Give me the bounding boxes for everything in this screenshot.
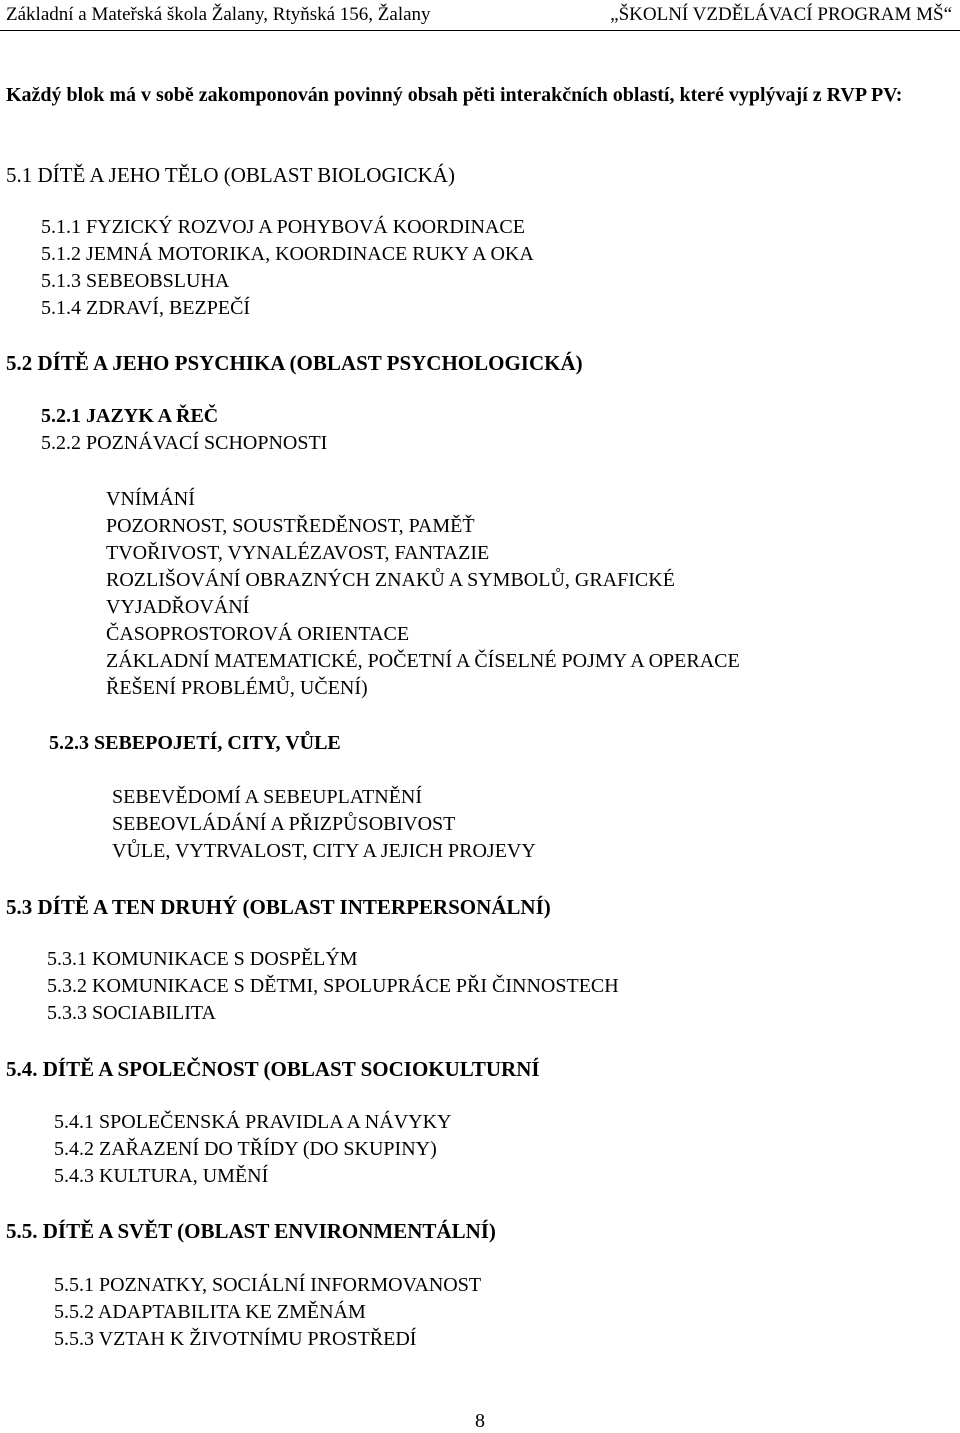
section-5-1-item: 5.1.2 JEMNÁ MOTORIKA, KOORDINACE RUKY A OKA — [41, 243, 534, 265]
section-5-2-1: 5.2.1 JAZYK A ŘEČ — [41, 405, 219, 427]
section-5-3-item: 5.3.1 KOMUNIKACE S DOSPĚLÝM — [47, 948, 358, 970]
header-program-title: „ŠKOLNÍ VZDĚLÁVACÍ PROGRAM MŠ“ — [610, 4, 952, 25]
section-5-3-item: 5.3.2 KOMUNIKACE S DĚTMI, SPOLUPRÁCE PŘI ČINNOSTECH — [47, 975, 619, 997]
section-5-5-title: 5.5. DÍTĚ A SVĚT (OBLAST ENVIRONMENTÁLNÍ) — [6, 1219, 496, 1243]
header-school-name: Základní a Mateřská škola Žalany, Rtyňská 156, Žalany — [6, 4, 431, 25]
self-concept-item: SEBEVĚDOMÍ A SEBEUPLATNĚNÍ — [112, 786, 423, 808]
section-5-5-item: 5.5.1 POZNATKY, SOCIÁLNÍ INFORMOVANOST — [54, 1274, 482, 1296]
section-5-1-title: 5.1 DÍTĚ A JEHO TĚLO (OBLAST BIOLOGICKÁ) — [6, 163, 455, 187]
section-5-3-item: 5.3.3 SOCIABILITA — [47, 1002, 216, 1024]
section-5-4-item: 5.4.3 KULTURA, UMĚNÍ — [54, 1165, 269, 1187]
self-concept-item: SEBEOVLÁDÁNÍ A PŘIZPŮSOBIVOST — [112, 813, 456, 835]
self-concept-item: VŮLE, VYTRVALOST, CITY A JEJICH PROJEVY — [112, 840, 536, 862]
cognitive-skill-item: POZORNOST, SOUSTŘEDĚNOST, PAMĚŤ — [106, 515, 475, 537]
cognitive-skill-item: TVOŘIVOST, VYNALÉZAVOST, FANTAZIE — [106, 542, 490, 564]
section-5-1-item: 5.1.4 ZDRAVÍ, BEZPEČÍ — [41, 297, 251, 319]
section-5-1-item: 5.1.3 SEBEOBSLUHA — [41, 270, 230, 292]
cognitive-skill-item: VYJADŘOVÁNÍ — [106, 596, 250, 618]
intro-paragraph: Každý blok má v sobě zakomponován povinný obsah pěti interakčních oblastí, které vyplývají z RVP PV: — [6, 84, 903, 106]
section-5-4-item: 5.4.2 ZAŘAZENÍ DO TŘÍDY (DO SKUPINY) — [54, 1138, 437, 1160]
cognitive-skill-item: ROZLIŠOVÁNÍ OBRAZNÝCH ZNAKŮ A SYMBOLŮ, GRAFICKÉ — [106, 569, 675, 591]
section-5-2-2: 5.2.2 POZNÁVACÍ SCHOPNOSTI — [41, 432, 328, 454]
section-5-4-title: 5.4. DÍTĚ A SPOLEČNOST (OBLAST SOCIOKULTURNÍ — [6, 1057, 540, 1081]
section-5-5-item: 5.5.3 VZTAH K ŽIVOTNÍMU PROSTŘEDÍ — [54, 1328, 417, 1350]
section-5-3-title: 5.3 DÍTĚ A TEN DRUHÝ (OBLAST INTERPERSONÁLNÍ) — [6, 895, 551, 919]
section-5-5-item: 5.5.2 ADAPTABILITA KE ZMĚNÁM — [54, 1301, 366, 1323]
section-5-2-3: 5.2.3 SEBEPOJETÍ, CITY, VŮLE — [49, 732, 341, 754]
cognitive-skill-item: ZÁKLADNÍ MATEMATICKÉ, POČETNÍ A ČÍSELNÉ POJMY A OPERACE — [106, 650, 740, 672]
section-5-4-item: 5.4.1 SPOLEČENSKÁ PRAVIDLA A NÁVYKY — [54, 1111, 452, 1133]
header-divider — [0, 30, 960, 31]
cognitive-skill-item: VNÍMÁNÍ — [106, 488, 195, 510]
section-5-1-item: 5.1.1 FYZICKÝ ROZVOJ A POHYBOVÁ KOORDINACE — [41, 216, 525, 238]
page-number: 8 — [475, 1410, 485, 1432]
cognitive-skill-item: ČASOPROSTOROVÁ ORIENTACE — [106, 623, 410, 645]
cognitive-skill-item: ŘEŠENÍ PROBLÉMŮ, UČENÍ) — [106, 677, 368, 699]
section-5-2-title: 5.2 DÍTĚ A JEHO PSYCHIKA (OBLAST PSYCHOLOGICKÁ) — [6, 351, 583, 375]
